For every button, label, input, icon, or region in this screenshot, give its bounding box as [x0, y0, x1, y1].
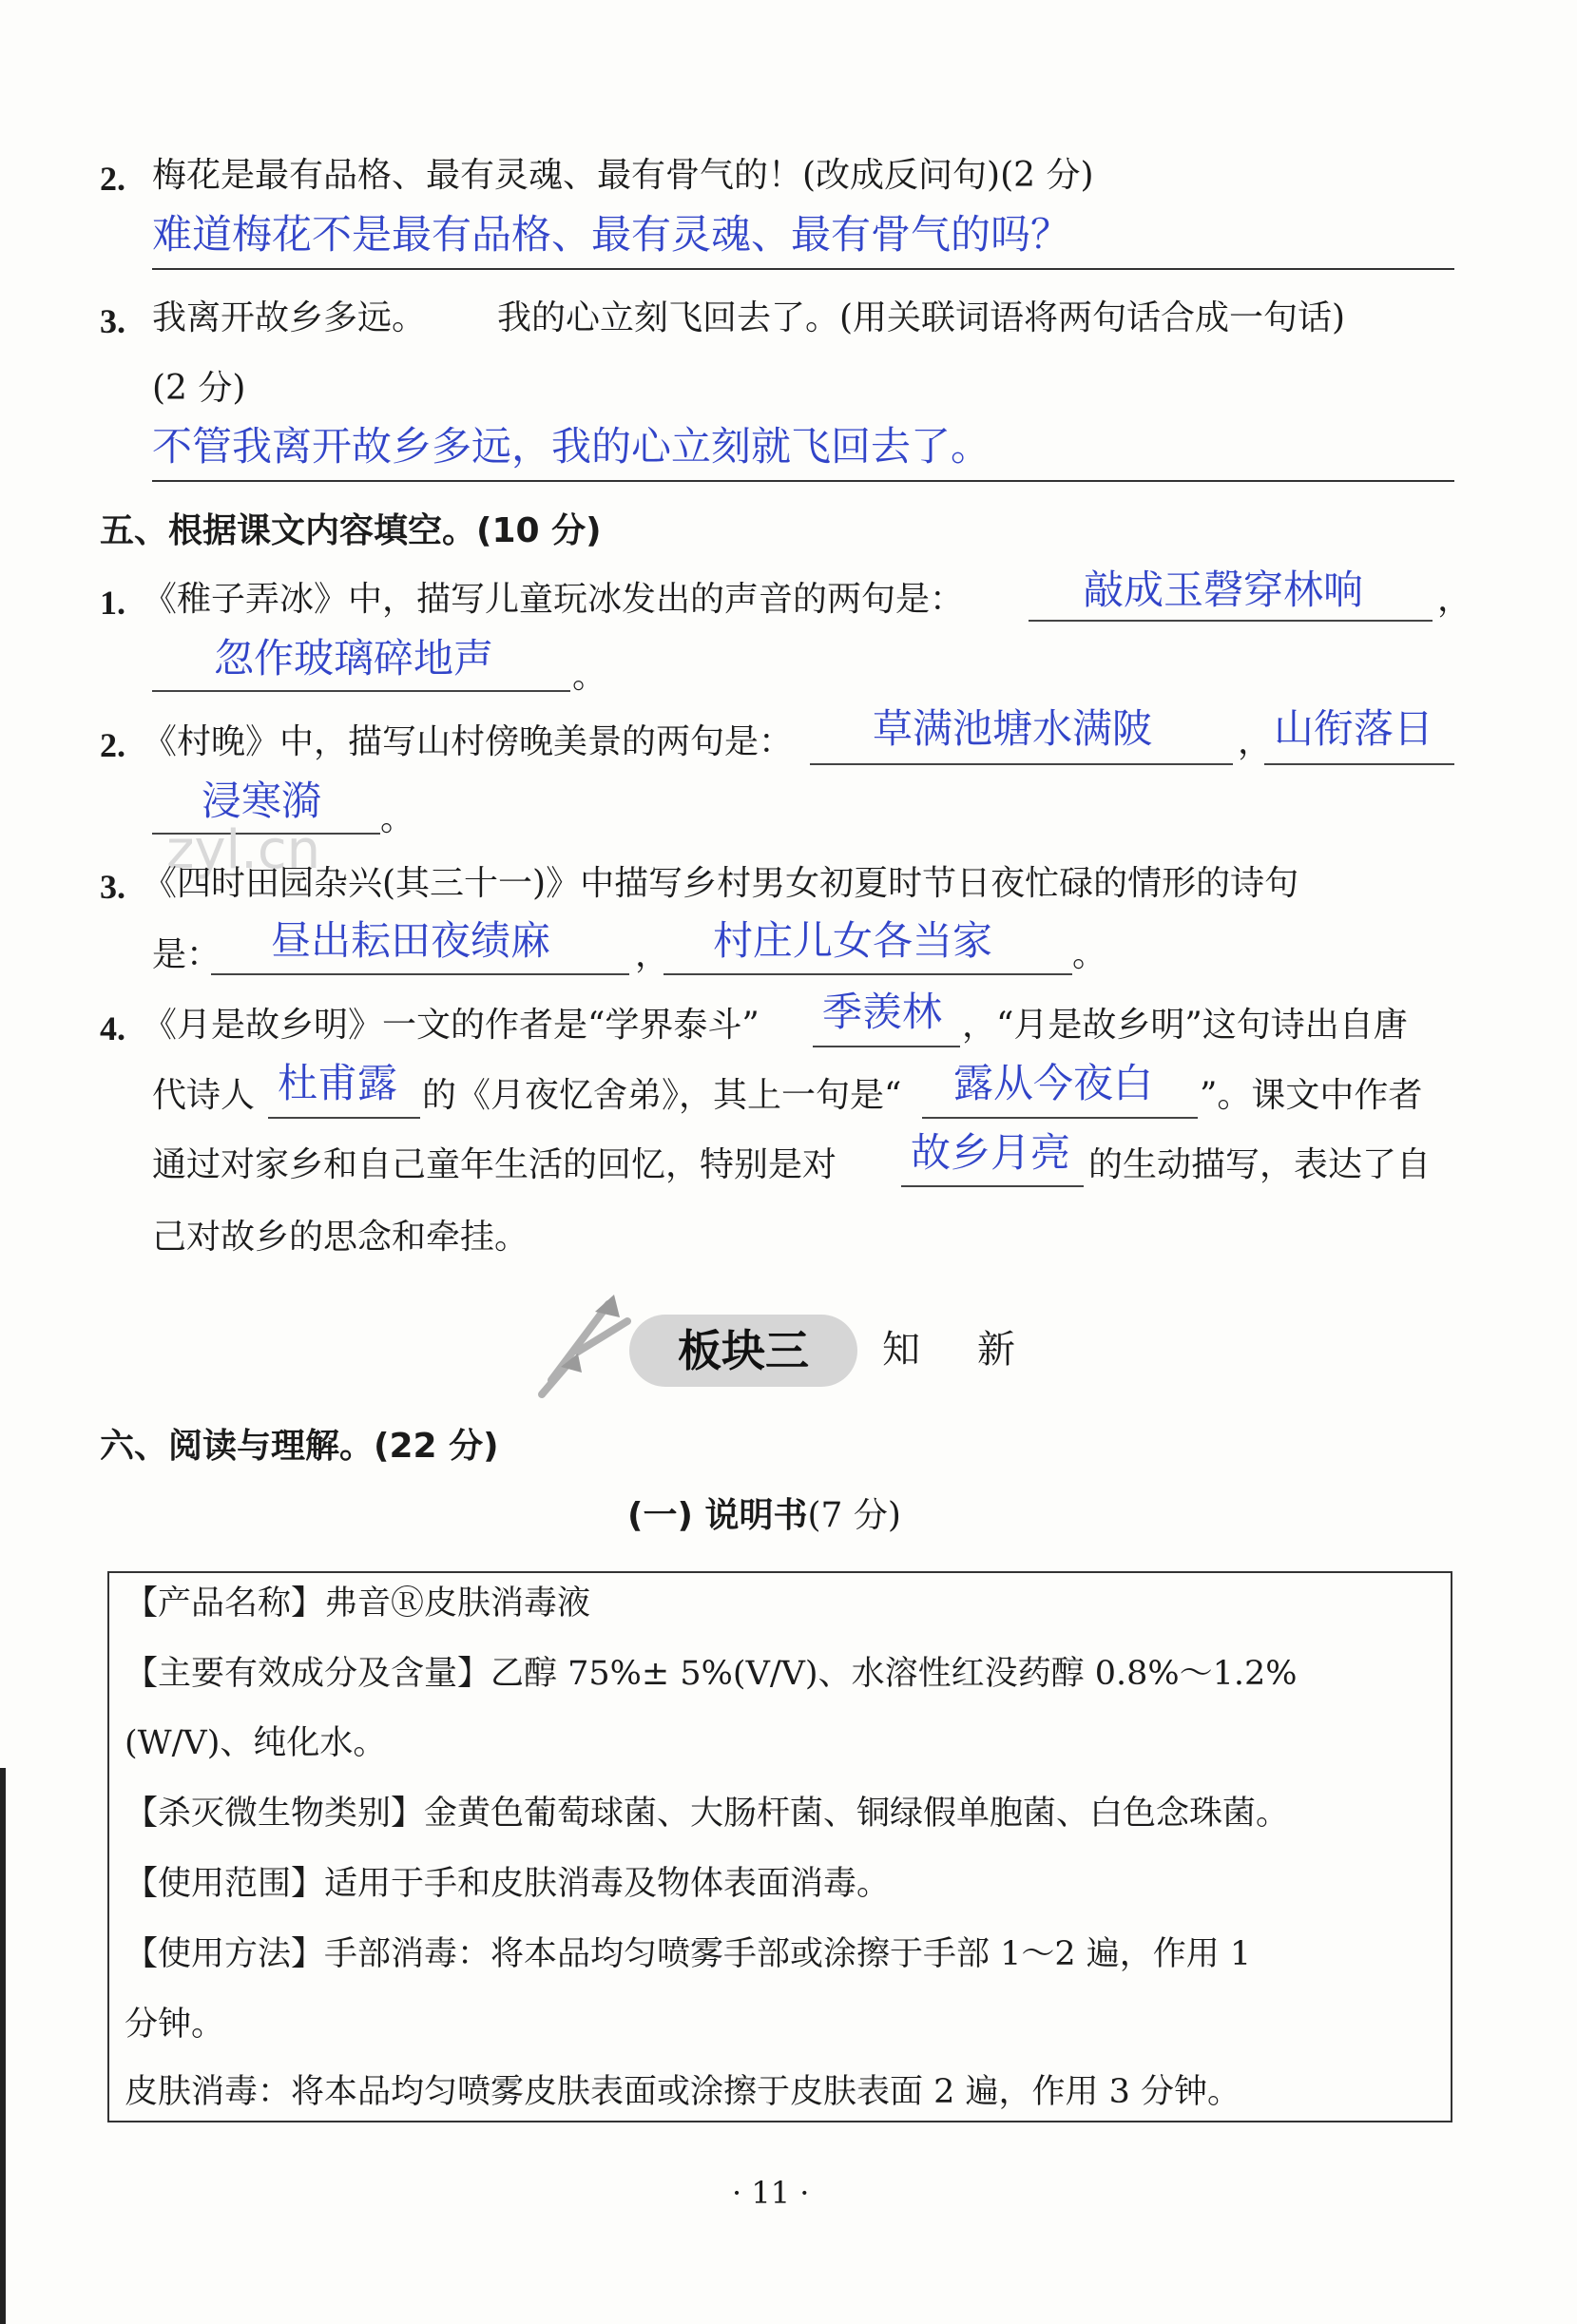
box-line-tag: 【使用方法】 — [125, 1935, 325, 1973]
handwritten-answer: 山衔落日 — [1274, 705, 1434, 752]
punctuation: 。 — [380, 799, 415, 838]
handwritten-answer: 难道梅花不是最有品格、最有灵魂、最有骨气的吗？ — [152, 211, 1071, 258]
box-line — [125, 1653, 1298, 1695]
fill-blank-line — [813, 1046, 960, 1047]
handwritten-answer: 敲成玉磬穿林响 — [1084, 567, 1364, 613]
answer-line — [152, 268, 1454, 270]
section-banner — [629, 1315, 857, 1387]
question-score: (2 分) — [152, 369, 246, 408]
box-line-tag: 【使用范围】 — [125, 1865, 325, 1903]
question-number: 1. — [100, 584, 125, 622]
box-line — [125, 1583, 590, 1624]
box-line-text: (W/V)、纯化水。 — [125, 1724, 387, 1762]
box-line-text: 弗音Ⓡ皮肤消毒液 — [324, 1585, 591, 1623]
banner-label: 板块三 — [678, 1325, 809, 1376]
question-text: 《月是故乡明》一文的作者是“学界泰斗” — [143, 1006, 760, 1045]
box-line — [125, 1793, 1289, 1834]
fill-blank-line — [901, 1185, 1084, 1187]
question-number: 2. — [100, 726, 125, 764]
punctuation: ， — [1238, 722, 1273, 761]
fill-blank-line — [268, 1117, 420, 1119]
box-line — [125, 1722, 386, 1764]
box-line-text: 适用于手和皮肤消毒及物体表面消毒。 — [324, 1865, 891, 1903]
box-line-text: 皮肤消毒：将本品均匀喷雾皮肤表面或涂擦于皮肤表面 2 遍，作用 3 分钟。 — [125, 2073, 1241, 2111]
handwritten-answer: 露从今夜白 — [953, 1060, 1154, 1106]
reading-subtitle-label: (一) 说明书 — [627, 1496, 808, 1535]
question-text: 《稚子弄冰》中，描写儿童玩冰发出的声音的两句是： — [143, 580, 965, 619]
question-number: 3. — [100, 868, 125, 906]
box-line — [125, 2071, 1240, 2113]
fill-blank-line — [810, 763, 1233, 765]
section-title: 五、根据课文内容填空。(10 分) — [100, 511, 602, 550]
reading-subtitle-score: (7 分) — [807, 1496, 901, 1535]
reading-subtitle — [627, 1495, 901, 1537]
punctuation: ， — [1437, 580, 1472, 619]
handwritten-answer: 忽作玻璃碎地声 — [214, 635, 494, 682]
question-text: 代诗人 — [152, 1076, 256, 1115]
question-text: 是： — [152, 935, 221, 974]
handwritten-answer: 昼出耘田夜绩麻 — [271, 917, 551, 964]
punctuation: 。 — [572, 657, 607, 696]
box-line-text: 金黄色葡萄球菌、大肠杆菌、铜绿假单胞菌、白色念珠菌。 — [424, 1795, 1290, 1833]
punctuation: ， — [635, 935, 670, 974]
question-number: 3. — [100, 302, 125, 340]
question-number: 4. — [100, 1009, 125, 1047]
answer-line — [152, 480, 1454, 482]
handwritten-answer: 杜甫露 — [278, 1060, 398, 1106]
box-line-text: 分钟。 — [125, 2006, 225, 2044]
fill-blank-line — [1264, 763, 1454, 765]
box-line-text: 手部消毒：将本品均匀喷雾手部或涂擦于手部 1～2 遍，作用 1 — [324, 1935, 1252, 1973]
question-text: 《村晚》中，描写山村傍晚美景的两句是： — [143, 722, 794, 761]
question-text: 的《月夜忆舍弟》，其上一句是“ — [422, 1076, 902, 1115]
question-text: 己对故乡的思念和牵挂。 — [152, 1218, 529, 1257]
punctuation: 。 — [1072, 935, 1107, 974]
fill-blank-line — [211, 973, 629, 975]
fill-blank-line — [1029, 620, 1433, 622]
question-text: 梅花是最有品格、最有灵魂、最有骨气的！(改成反问句)(2 分) — [152, 156, 1094, 195]
arrows-icon — [532, 1285, 637, 1399]
question-text: 我的心立刻飞回去了。(用关联词语将两句话合成一句话) — [497, 298, 1346, 337]
handwritten-answer: 浸寒漪 — [202, 778, 322, 824]
handwritten-answer: 村庄儿女各当家 — [713, 917, 993, 964]
question-text: 的生动描写，表达了自 — [1088, 1145, 1432, 1184]
fill-blank-line — [152, 690, 570, 692]
instruction-box — [107, 1571, 1452, 2122]
box-line-tag: 【产品名称】 — [125, 1585, 325, 1623]
fill-blank-line — [663, 973, 1072, 975]
box-line — [125, 2004, 224, 2046]
box-line — [125, 1863, 890, 1905]
box-line — [125, 1933, 1251, 1975]
fill-blank-line — [922, 1117, 1198, 1119]
question-text: 通过对家乡和自己童年生活的回忆，特别是对 — [152, 1145, 837, 1184]
section-title: 六、阅读与理解。(22 分) — [100, 1427, 499, 1466]
handwritten-answer: 故乡月亮 — [911, 1129, 1071, 1176]
question-text: 我离开故乡多远。 — [152, 298, 427, 337]
banner-subtitle: 知 — [882, 1328, 920, 1372]
watermark: zyl.cn — [166, 819, 321, 881]
question-text: ，“月是故乡明”这句诗出自唐 — [962, 1006, 1408, 1045]
handwritten-answer: 不管我离开故乡多远，我的心立刻就飞回去了。 — [152, 423, 991, 470]
page-edge-shadow — [0, 1768, 6, 2324]
question-text: 《四时田园杂兴(其三十一)》中描写乡村男女初夏时节日夜忙碌的情形的诗句 — [143, 864, 1299, 903]
box-line-text: 乙醇 75%± 5%(V/V)、水溶性红没药醇 0.8%～1.2% — [490, 1655, 1298, 1693]
banner-subtitle: 新 — [977, 1328, 1015, 1372]
question-text: ”。课文中作者 — [1200, 1076, 1423, 1115]
question-number: 2. — [100, 160, 125, 198]
handwritten-answer: 草满池塘水满陂 — [873, 705, 1153, 752]
box-line-tag: 【主要有效成分及含量】 — [125, 1655, 491, 1693]
page-number: · 11 · — [732, 2175, 810, 2211]
box-line-tag: 【杀灭微生物类别】 — [125, 1795, 425, 1833]
handwritten-answer: 季羡林 — [822, 989, 943, 1035]
